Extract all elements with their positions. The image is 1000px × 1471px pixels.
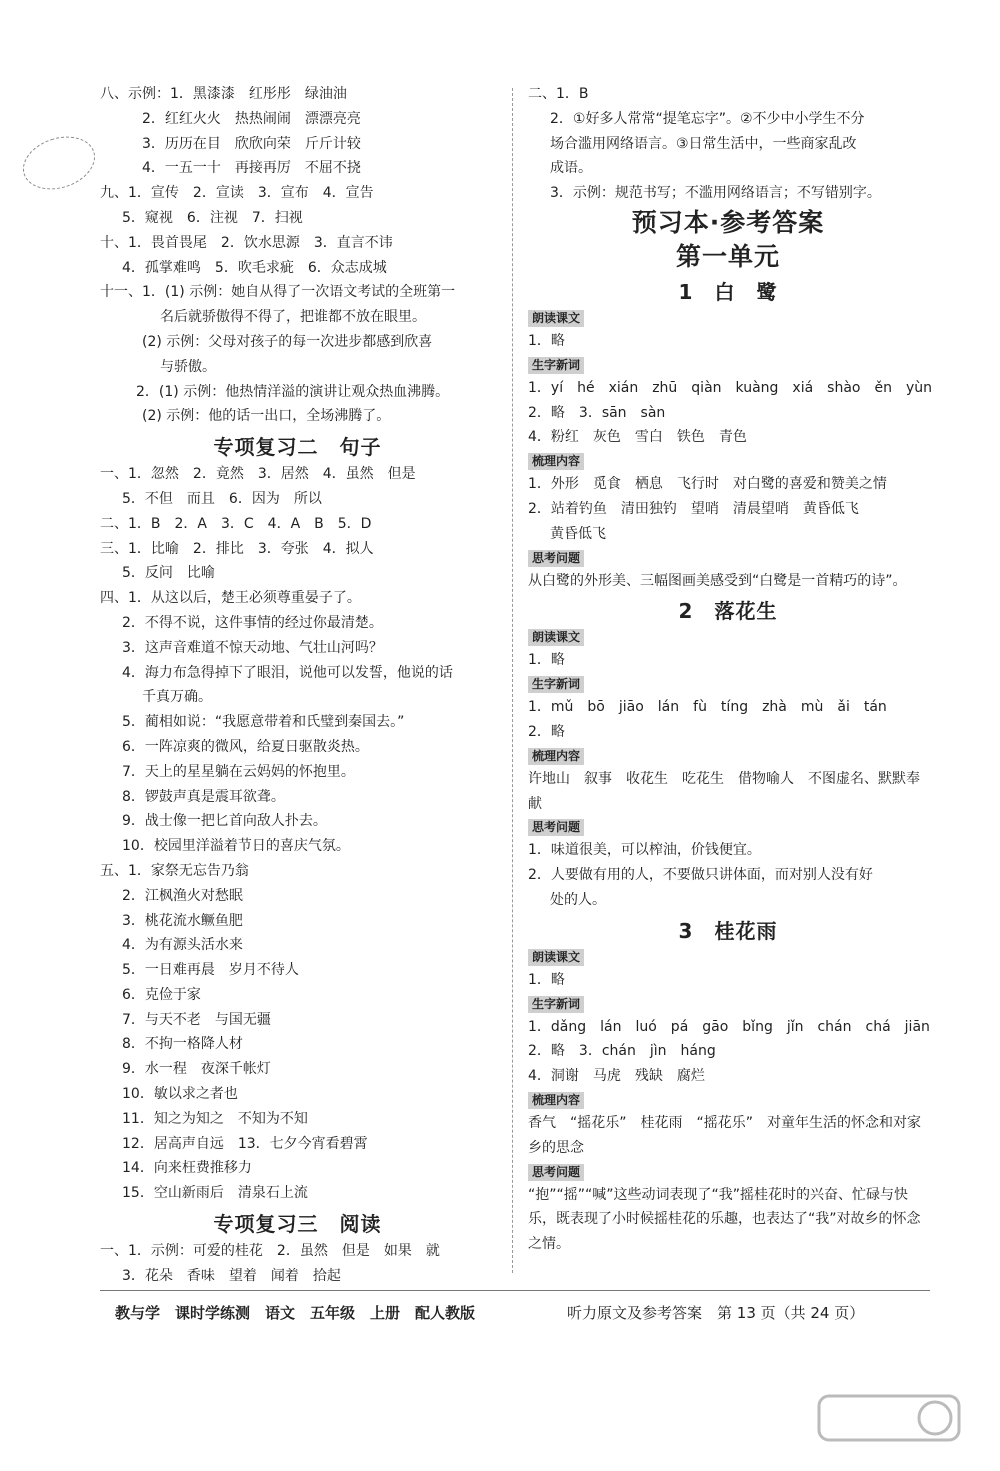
answer-line: 香气 “摇花乐” 桂花雨 “摇花乐” 对童年生活的怀念和对家乡的思念	[528, 1114, 922, 1156]
answer-line: 9．水一程 夜深千帐灯	[122, 1061, 271, 1078]
section-heading: 1 白 鹭	[678, 279, 778, 304]
answer-line: 5．不但 而且 6．因为 所以	[122, 490, 322, 507]
answer-line: 2．人要做有用的人，不要做只讲体面，而对别人没有好	[528, 867, 873, 884]
answer-line: 十一、1．(1) 示例：她自从得了一次语文考试的全班第一	[100, 284, 456, 301]
answer-line: 1．外形 觅食 栖息 飞行时 对白鹭的喜爱和赞美之情	[528, 476, 887, 493]
answer-line: “抱”“摇”“喊”这些动词表现了“我”摇桂花时的兴奋、忙碌与快乐，既表现了小时候摇桂花的乐趣，也表达了“我”对故乡的怀念之情。	[528, 1186, 921, 1253]
answer-line: 成语。	[550, 160, 592, 177]
answer-line: 2．红红火火 热热闹闹 漂漂亮亮	[142, 110, 361, 127]
answer-line: 3．历历在目 欣欣向荣 斤斤计较	[142, 135, 361, 152]
answer-line: 一、1．忽然 2．竟然 3．居然 4．虽然 但是	[100, 466, 416, 483]
answer-line: 1．略	[528, 332, 565, 349]
answer-line: 3．示例：规范书写；不滥用网络语言；不写错别字。	[550, 185, 881, 202]
answer-line: 名后就骄傲得不得了，把谁都不放在眼里。	[160, 309, 426, 326]
footer-page-info: 听力原文及参考答案 第 13 页（共 24 页）	[567, 1304, 865, 1322]
answer-line: 2．江枫渔火对愁眠	[122, 887, 243, 904]
answer-line: 11．知之为知之 不知为不知	[122, 1110, 308, 1127]
answer-line: 4．一五一十 再接再厉 不屈不挠	[142, 160, 361, 177]
section-tag: 生字新词	[528, 996, 584, 1013]
answer-line: 10．校园里洋溢着节日的喜庆气氛。	[122, 838, 350, 855]
answer-line: 1．dǎng lán luó pá gāo bǐng jǐn chán chá jiān	[528, 1018, 930, 1035]
section-heading: 专项复习三 阅读	[213, 1212, 382, 1237]
answer-line: 黄昏低飞	[550, 525, 606, 542]
section-tag: 生字新词	[528, 676, 584, 693]
section-tag: 思考问题	[528, 819, 584, 836]
answer-line: 4．粉红 灰色 雪白 铁色 青色	[528, 429, 747, 446]
answer-line: 4．为有源头活水来	[122, 937, 243, 954]
section-heading: 2 落花生	[678, 599, 778, 624]
answer-line: 7．与天不老 与国无疆	[122, 1011, 271, 1028]
answer-line: 6．克俭于家	[122, 986, 201, 1003]
section-heading: 3 桂花雨	[678, 918, 778, 943]
answer-line: 与骄傲。	[160, 358, 216, 375]
answer-line: 1．略	[528, 971, 565, 988]
answer-line: 3．花朵 香味 望着 闻着 拾起	[122, 1267, 341, 1284]
section-tag: 朗读课文	[528, 629, 584, 646]
answer-line: 2．不得不说，这件事情的经过你最清楚。	[122, 614, 383, 631]
answer-line: 二、1．B 2．A 3．C 4．A B 5．D	[100, 515, 372, 532]
answer-line: 2．①好多人常常“提笔忘字”。②不少中小学生不分	[550, 110, 865, 127]
section-tag: 梳理内容	[528, 453, 584, 470]
section-tag: 朗读课文	[528, 949, 584, 966]
answer-line: (2) 示例：他的话一出口，全场沸腾了。	[142, 408, 391, 425]
answer-line: 二、1．B	[528, 86, 589, 102]
answer-line: 7．天上的星星躺在云妈妈的怀抱里。	[122, 763, 355, 780]
answer-line: 2．(1) 示例：他热情洋溢的演讲让观众热血沸腾。	[122, 383, 450, 400]
answer-line: (2) 示例：父母对孩子的每一次进步都感到欣喜	[142, 333, 433, 350]
answer-line: 九、1．宣传 2．宣读 3．宣布 4．宣告	[100, 185, 374, 202]
section-tag: 思考问题	[528, 550, 584, 567]
answer-line: 1．味道很美，可以榨油，价钱便宜。	[528, 842, 761, 859]
answer-line: 2．站着钓鱼 清田独钓 望哨 清晨望哨 黄昏低飞	[528, 500, 859, 517]
section-heading: 预习本·参考答案	[631, 207, 825, 237]
stamp-mark	[16, 128, 102, 198]
answer-line: 1．yí hé xián zhū qiàn kuàng xiá shào ěn yùn	[528, 379, 932, 396]
footer-book-title: 教与学 课时学练测 语文 五年级 上册 配人教版	[115, 1304, 476, 1322]
footer-rule	[100, 1290, 930, 1291]
answer-line: 场合滥用网络语言。③日常生活中，一些商家乱改	[550, 135, 857, 152]
section-tag: 梳理内容	[528, 748, 584, 765]
column-divider	[512, 88, 513, 1273]
left-column	[100, 82, 495, 1289]
right-column	[528, 82, 932, 1257]
answer-line: 1．略	[528, 652, 565, 669]
answer-line: 十、1．畏首畏尾 2．饮水思源 3．直言不讳	[100, 234, 393, 251]
answer-line: 8．锣鼓声真是震耳欲聋。	[122, 788, 285, 805]
answer-line: 三、1．比喻 2．排比 3．夸张 4．拟人	[100, 540, 374, 557]
answer-line: 一、1．示例：可爱的桂花 2．虽然 但是 如果 就	[100, 1243, 440, 1260]
answer-line: 5．反问 比喻	[122, 565, 215, 582]
answer-line: 5．一日难再晨 岁月不待人	[122, 962, 299, 979]
section-heading: 专项复习二 句子	[213, 435, 382, 460]
answer-line: 1．mǔ bō jiāo lán fù tíng zhà mù ǎi tán	[528, 699, 887, 716]
answer-line: 许地山 叙事 收花生 吃花生 借物喻人 不图虚名、默默奉献	[528, 770, 920, 812]
answer-line: 4．孤掌难鸣 5．吹毛求疵 6．众志成城	[122, 259, 387, 276]
answer-line: 10．敏以求之者也	[122, 1086, 238, 1103]
section-heading: 第一单元	[675, 241, 780, 271]
answer-line: 从白鹭的外形美、三幅图画美感受到“白鹭是一首精巧的诗”。	[528, 572, 907, 589]
answer-line: 15．空山新雨后 清泉石上流	[122, 1185, 308, 1202]
answer-line: 五、1．家祭无忘告乃翁	[100, 862, 249, 879]
answer-line: 千真万确。	[142, 689, 212, 706]
answer-line: 6．一阵凉爽的微风，给夏日驱散炎热。	[122, 738, 369, 755]
answer-line: 2．略	[528, 723, 565, 740]
section-tag: 朗读课文	[528, 310, 584, 327]
answer-line: 处的人。	[550, 891, 606, 908]
answer-line: 14．向来枉费推移力	[122, 1160, 252, 1177]
answer-line: 八、示例：1．黑漆漆 红彤彤 绿油油	[100, 86, 347, 102]
answer-line: 5．窥视 6．注视 7．扫视	[122, 209, 303, 226]
answer-line: 3．桃花流水鳜鱼肥	[122, 912, 243, 929]
answer-line: 9．战士像一把匕首向敌人扑去。	[122, 813, 327, 830]
answer-line: 2．略 3．sān sàn	[528, 404, 666, 421]
answer-line: 3．这声音难道不惊天动地、气壮山河吗？	[122, 639, 383, 656]
answer-line: 8．不拘一格降人材	[122, 1036, 243, 1053]
answer-line: 四、1．从这以后，楚王必须尊重晏子了。	[100, 590, 361, 607]
answer-line: 12．居高声自远 13．七夕今宵看碧霄	[122, 1135, 368, 1152]
answer-line: 4．洞谢 马虎 残缺 腐烂	[528, 1068, 705, 1085]
answer-line: 4．海力布急得掉下了眼泪，说他可以发誓，他说的话	[122, 664, 453, 681]
watermark-logo	[815, 1390, 965, 1450]
answer-line: 5．蔺相如说：“我愿意带着和氏璧到秦国去。”	[122, 714, 405, 731]
section-tag: 思考问题	[528, 1164, 584, 1181]
section-tag: 梳理内容	[528, 1092, 584, 1109]
section-tag: 生字新词	[528, 357, 584, 374]
answer-line: 2．略 3．chán jìn háng	[528, 1043, 716, 1060]
